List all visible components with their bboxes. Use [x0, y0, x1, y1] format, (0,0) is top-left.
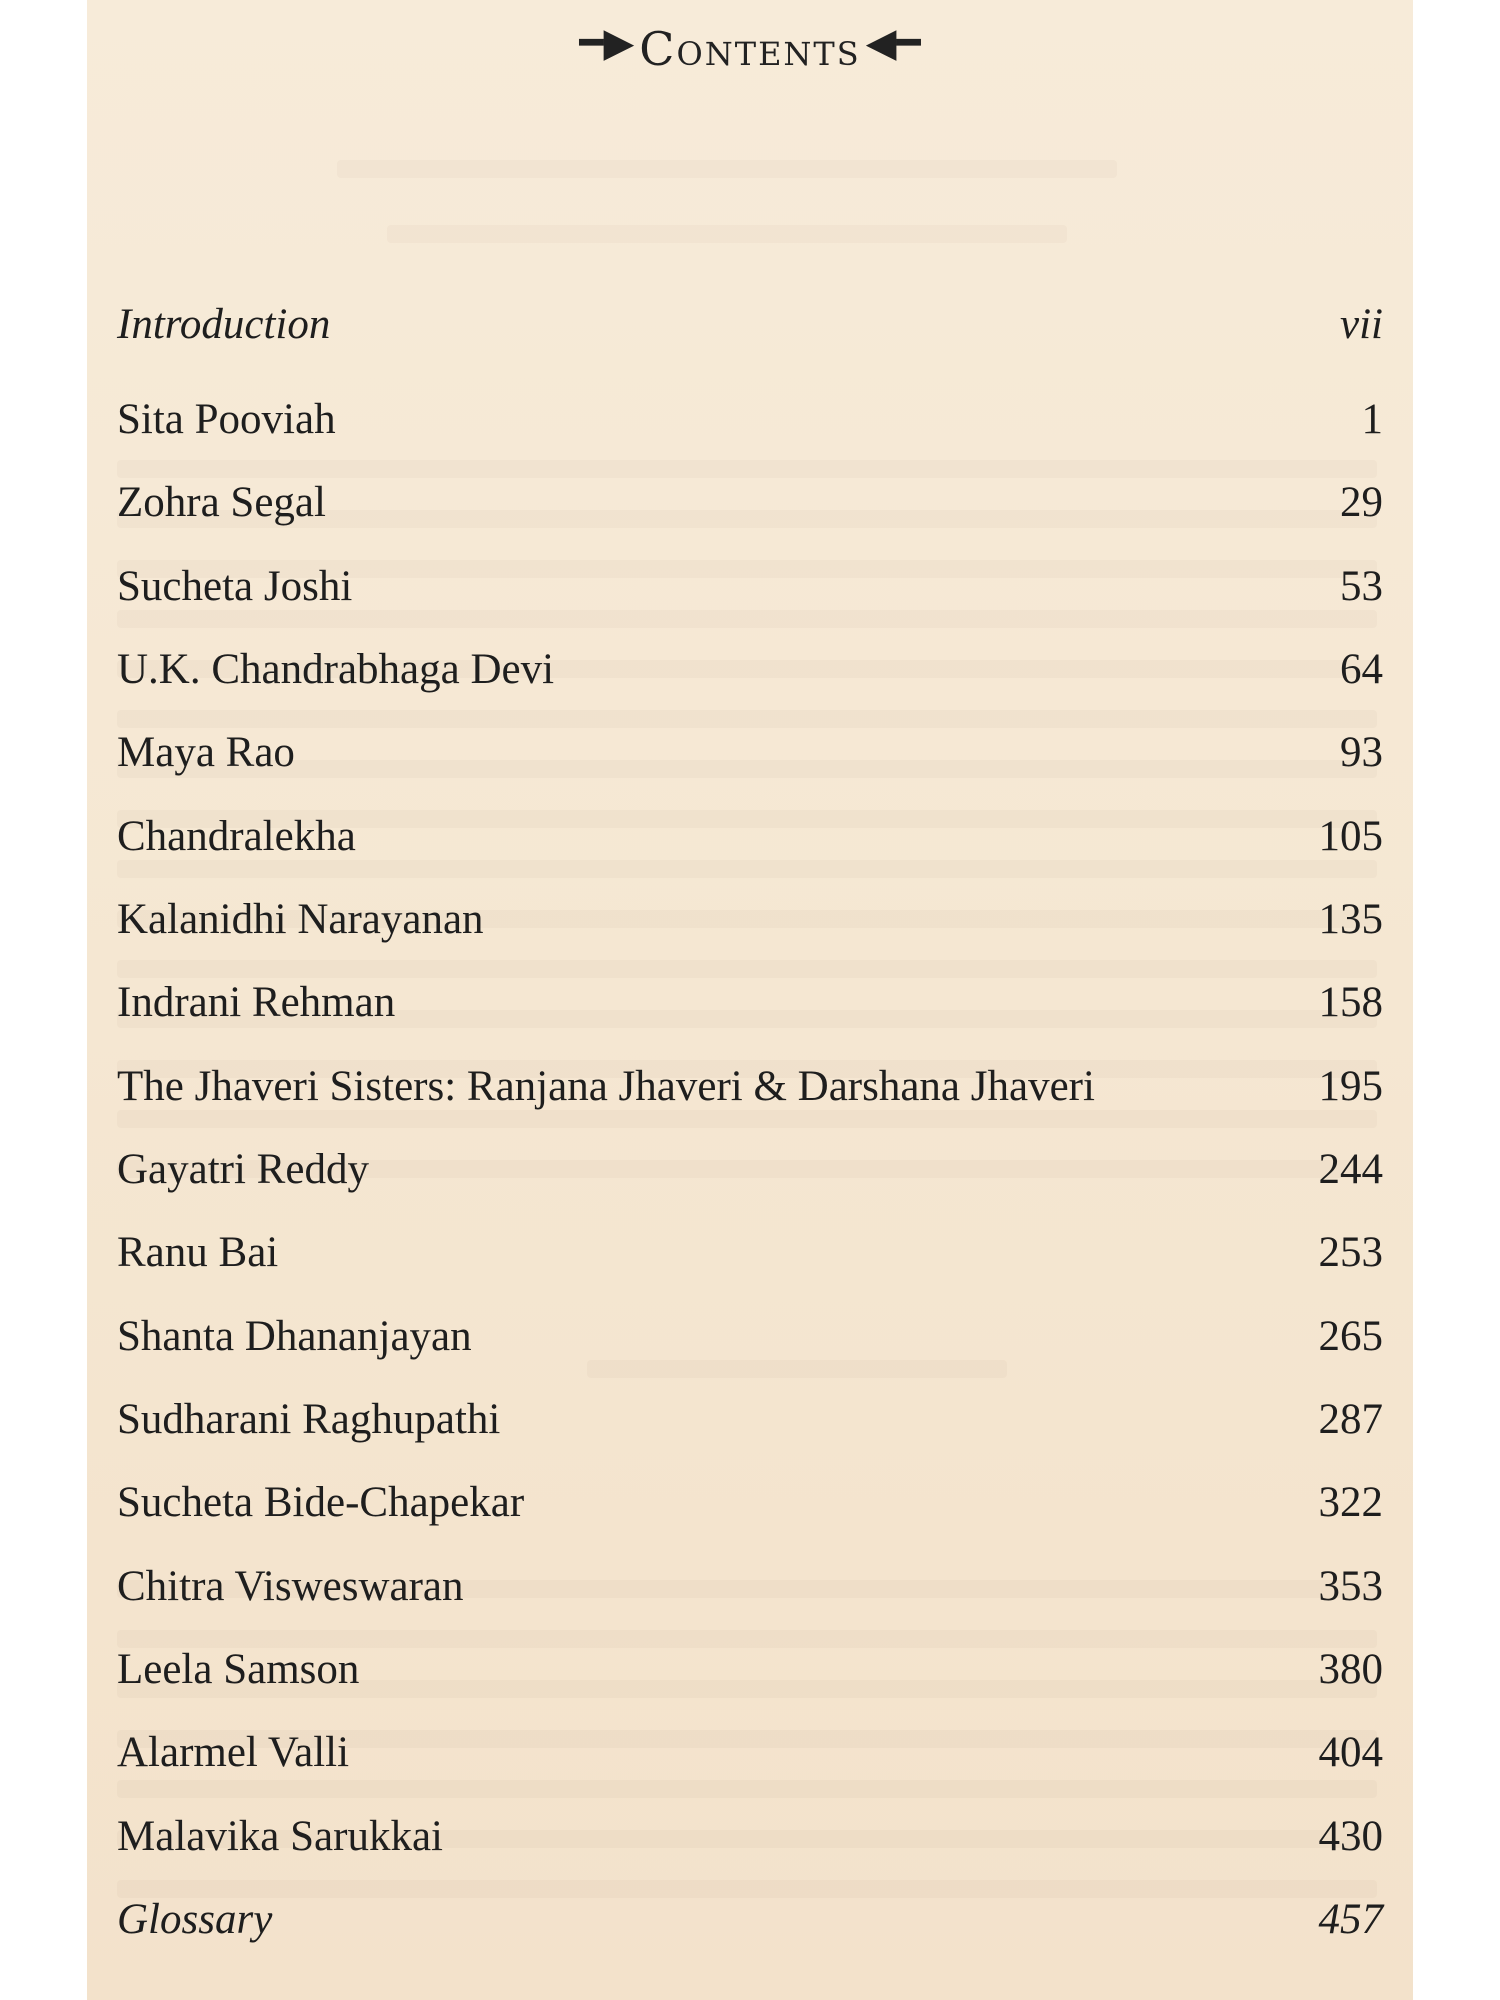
toc-entry-title: Alarmel Valli [117, 1729, 350, 1776]
toc-entry-page-number: vii [1340, 301, 1383, 348]
toc-entry [117, 1228, 1383, 1288]
toc-entry-title: Sucheta Bide-Chapekar [117, 1479, 525, 1526]
toc-entry [117, 1645, 1383, 1705]
toc-entry [117, 1728, 1383, 1788]
book-page [87, 0, 1413, 2000]
toc-entry-page-number: 135 [1318, 896, 1383, 943]
toc-entry [117, 562, 1383, 622]
toc-entry-page-number: 430 [1318, 1813, 1383, 1860]
toc-entry-title: Chandralekha [117, 813, 356, 860]
table-of-contents [87, 0, 1413, 2000]
toc-entry [117, 1062, 1383, 1122]
toc-entry-title: Introduction [117, 301, 331, 348]
toc-entry-page-number: 457 [1318, 1896, 1383, 1943]
toc-entry-page-number: 1 [1361, 396, 1383, 443]
toc-entry [117, 1478, 1383, 1538]
toc-entry [117, 1395, 1383, 1455]
toc-entry-page-number: 105 [1318, 813, 1383, 860]
toc-entry-page-number: 353 [1318, 1563, 1383, 1610]
toc-entry-title: Chitra Visweswaran [117, 1563, 464, 1610]
toc-entry [117, 895, 1383, 955]
toc-entry [117, 1562, 1383, 1622]
toc-entry-title: Kalanidhi Narayanan [117, 896, 484, 943]
toc-entry-title: Ranu Bai [117, 1229, 279, 1276]
toc-entry-title: The Jhaveri Sisters: Ranjana Jhaveri & Darshana Jhaveri [117, 1063, 1095, 1110]
toc-entry [117, 300, 1383, 360]
toc-entry-title: Malavika Sarukkai [117, 1813, 443, 1860]
toc-entry-title: Zohra Segal [117, 479, 326, 526]
toc-entry-title: Sita Pooviah [117, 396, 336, 443]
toc-entry-title: Gayatri Reddy [117, 1146, 369, 1193]
toc-entry-page-number: 244 [1318, 1146, 1383, 1193]
toc-entry-title: Glossary [117, 1896, 273, 1943]
toc-entry [117, 978, 1383, 1038]
toc-entry [117, 478, 1383, 538]
toc-entry-page-number: 322 [1318, 1479, 1383, 1526]
toc-entry-page-number: 195 [1318, 1063, 1383, 1110]
toc-entry-page-number: 253 [1318, 1229, 1383, 1276]
toc-entry-title: Sucheta Joshi [117, 563, 353, 610]
toc-entry [117, 1895, 1383, 1955]
page-title: Contents [639, 22, 861, 76]
toc-entry-page-number: 404 [1318, 1729, 1383, 1776]
toc-entry-page-number: 93 [1340, 729, 1383, 776]
toc-entry [117, 645, 1383, 705]
toc-entry-page-number: 380 [1318, 1646, 1383, 1693]
left-ornament-icon: ━▶ [579, 20, 635, 66]
toc-entry [117, 1812, 1383, 1872]
toc-entry-page-number: 158 [1318, 979, 1383, 1026]
toc-entry-title: Leela Samson [117, 1646, 360, 1693]
toc-entry-title: Shanta Dhananjayan [117, 1313, 472, 1360]
right-ornament-icon: ◀━ [865, 20, 921, 66]
toc-entry-title: Indrani Rehman [117, 979, 396, 1026]
toc-entry-page-number: 29 [1340, 479, 1383, 526]
toc-entry [117, 728, 1383, 788]
toc-entry-title: Sudharani Raghupathi [117, 1396, 501, 1443]
toc-entry-page-number: 287 [1318, 1396, 1383, 1443]
toc-entry [117, 1312, 1383, 1372]
toc-entry-title: Maya Rao [117, 729, 295, 776]
toc-entry-page-number: 64 [1340, 646, 1383, 693]
toc-entry-title: U.K. Chandrabhaga Devi [117, 646, 555, 693]
toc-entry [117, 1145, 1383, 1205]
toc-entry [117, 812, 1383, 872]
toc-entry-page-number: 265 [1318, 1313, 1383, 1360]
toc-entry [117, 395, 1383, 455]
toc-entry-page-number: 53 [1340, 563, 1383, 610]
